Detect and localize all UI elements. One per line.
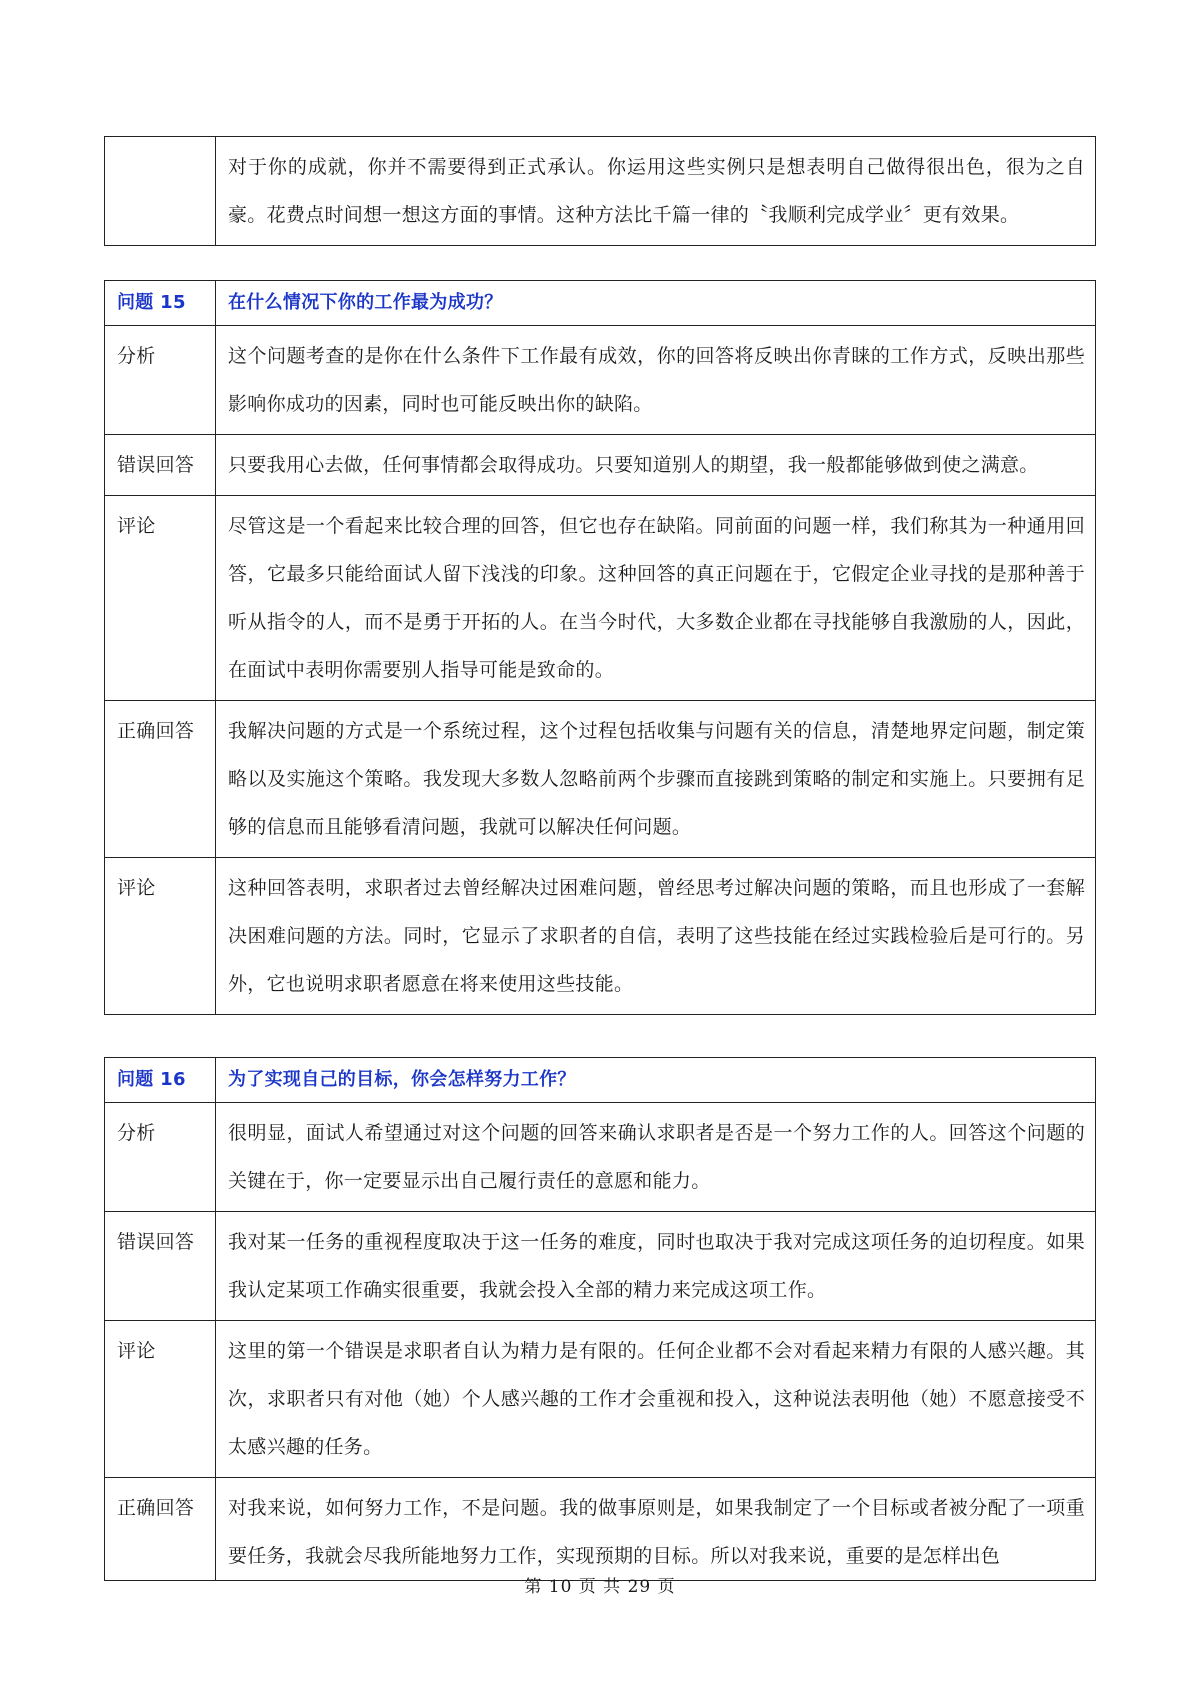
table-row bbox=[105, 1478, 1096, 1581]
question-15-table bbox=[104, 280, 1096, 1015]
row-text: 尽管这是一个看起来比较合理的回答，但它也存在缺陷。同前面的问题一样，我们称其为一种通用回答，它最多只能给面试人留下浅浅的印象。这种回答的真正问题在于，它假定企业寻找的是那种善于听从指令的人，而不是勇于开拓的人。在当今时代，大多数企业都在寻找能够自我激励的人，因此，在面试中表明你需要别人指导可能是致命的。 bbox=[216, 496, 1096, 701]
table-row bbox=[105, 326, 1096, 435]
table-row bbox=[105, 701, 1096, 858]
row-label bbox=[105, 137, 216, 246]
page-number: 第 10 页 共 29 页 bbox=[524, 1577, 676, 1597]
table-row bbox=[105, 1321, 1096, 1478]
table-row bbox=[105, 435, 1096, 496]
question-title: 为了实现自己的目标，你会怎样努力工作？ bbox=[216, 1058, 1096, 1103]
row-label: 正确回答 bbox=[105, 1478, 216, 1581]
question-number: 问题 16 bbox=[105, 1058, 216, 1103]
table-row bbox=[105, 858, 1096, 1015]
table-row bbox=[105, 496, 1096, 701]
row-label: 评论 bbox=[105, 496, 216, 701]
table-row bbox=[105, 1212, 1096, 1321]
row-label: 评论 bbox=[105, 858, 216, 1015]
row-label: 正确回答 bbox=[105, 701, 216, 858]
row-text: 这里的第一个错误是求职者自认为精力是有限的。任何企业都不会对看起来精力有限的人感兴趣。其次，求职者只有对他（她）个人感兴趣的工作才会重视和投入，这种说法表明他（她）不愿意接受不太感兴趣的任务。 bbox=[216, 1321, 1096, 1478]
row-text: 我对某一任务的重视程度取决于这一任务的难度，同时也取决于我对完成这项任务的迫切程度。如果我认定某项工作确实很重要，我就会投入全部的精力来完成这项工作。 bbox=[216, 1212, 1096, 1321]
row-text: 只要我用心去做，任何事情都会取得成功。只要知道别人的期望，我一般都能够做到使之满意。 bbox=[216, 435, 1096, 496]
row-label: 评论 bbox=[105, 1321, 216, 1478]
question-header-row bbox=[105, 281, 1096, 326]
row-label: 错误回答 bbox=[105, 1212, 216, 1321]
row-label: 错误回答 bbox=[105, 435, 216, 496]
row-label: 分析 bbox=[105, 326, 216, 435]
question-16-table bbox=[104, 1057, 1096, 1581]
row-text: 对于你的成就，你并不需要得到正式承认。你运用这些实例只是想表明自己做得很出色，很为之自豪。花费点时间想一想这方面的事情。这种方法比千篇一律的〝我顺利完成学业〞更有效果。 bbox=[216, 137, 1096, 246]
row-label: 分析 bbox=[105, 1103, 216, 1212]
row-text: 这个问题考查的是你在什么条件下工作最有成效，你的回答将反映出你青睐的工作方式，反映出那些影响你成功的因素，同时也可能反映出你的缺陷。 bbox=[216, 326, 1096, 435]
question-number: 问题 15 bbox=[105, 281, 216, 326]
row-text: 这种回答表明，求职者过去曾经解决过困难问题，曾经思考过解决问题的策略，而且也形成了一套解决困难问题的方法。同时，它显示了求职者的自信，表明了这些技能在经过实践检验后是可行的。另外，它也说明求职者愿意在将来使用这些技能。 bbox=[216, 858, 1096, 1015]
row-text: 对我来说，如何努力工作，不是问题。我的做事原则是，如果我制定了一个目标或者被分配了一项重要任务，我就会尽我所能地努力工作，实现预期的目标。所以对我来说，重要的是怎样出色 bbox=[216, 1478, 1096, 1581]
table-row bbox=[105, 1103, 1096, 1212]
row-text: 很明显，面试人希望通过对这个问题的回答来确认求职者是否是一个努力工作的人。回答这个问题的关键在于，你一定要显示出自己履行责任的意愿和能力。 bbox=[216, 1103, 1096, 1212]
table-row bbox=[105, 137, 1096, 246]
row-text: 我解决问题的方式是一个系统过程，这个过程包括收集与问题有关的信息，清楚地界定问题，制定策略以及实施这个策略。我发现大多数人忽略前两个步骤而直接跳到策略的制定和实施上。只要拥有足够的信息而且能够看清问题，我就可以解决任何问题。 bbox=[216, 701, 1096, 858]
continuation-table bbox=[104, 136, 1096, 246]
question-title: 在什么情况下你的工作最为成功？ bbox=[216, 281, 1096, 326]
question-header-row bbox=[105, 1058, 1096, 1103]
